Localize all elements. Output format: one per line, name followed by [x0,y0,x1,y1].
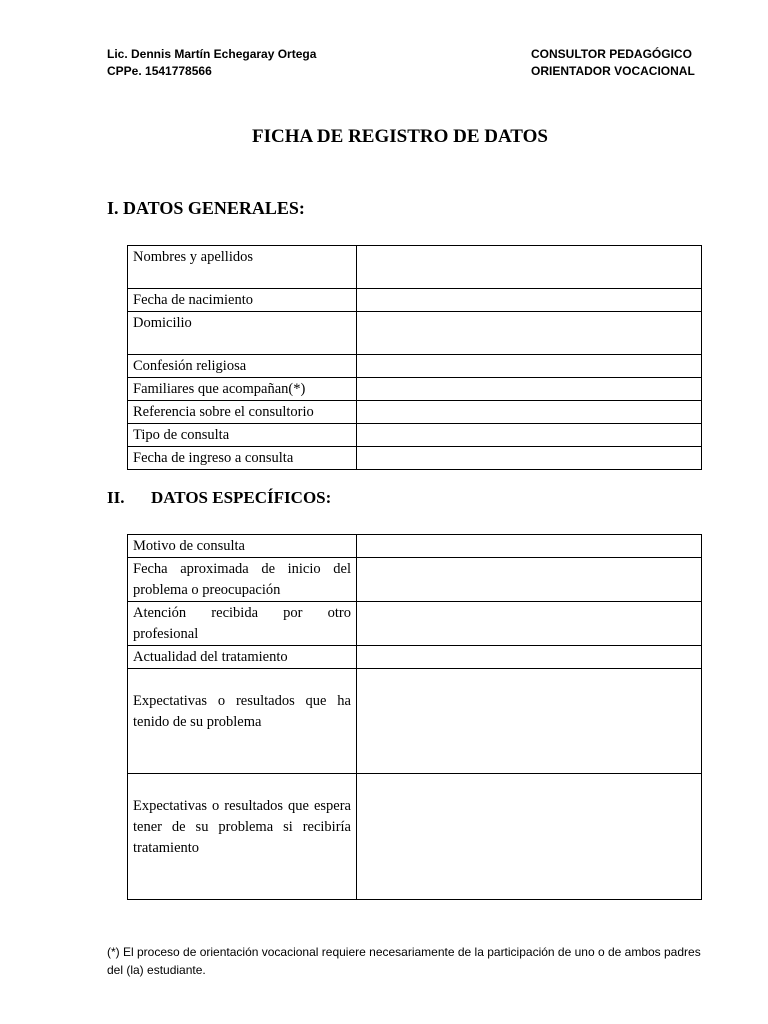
field-value-other-professional-care[interactable] [357,602,702,646]
table-row [128,312,702,355]
author-registration: CPPe. 1541778566 [107,64,212,78]
section-2-title: DATOS ESPECÍFICOS: [151,488,332,507]
field-label-office-reference: Referencia sobre el consultorio [128,401,357,424]
general-data-table [127,245,702,470]
field-value-address[interactable] [357,312,702,355]
footnote: (*) El proceso de orientación vocacional requiere necesariamente de la participación de uno o de ambos padres del (la) estudiante. [107,945,701,977]
field-value-consultation-type[interactable] [357,424,702,447]
field-label-consultation-reason: Motivo de consulta [128,535,357,558]
table-row [128,774,702,900]
field-value-birth-date[interactable] [357,289,702,312]
table-row [128,558,702,602]
field-value-accompanying-relatives[interactable] [357,378,702,401]
field-label-admission-date: Fecha de ingreso a consulta [128,447,357,470]
field-value-admission-date[interactable] [357,447,702,470]
field-value-future-expectations[interactable] [357,774,702,900]
table-row [128,535,702,558]
field-label-religion: Confesión religiosa [128,355,357,378]
field-value-religion[interactable] [357,355,702,378]
field-value-full-name[interactable] [357,246,702,289]
table-row [128,602,702,646]
field-value-past-expectations[interactable] [357,669,702,774]
field-label-full-name: Nombres y apellidos [128,246,357,289]
section-1-heading: I. DATOS GENERALES: [107,198,305,218]
table-row [128,378,702,401]
field-value-treatment-status[interactable] [357,646,702,669]
document-title: FICHA DE REGISTRO DE DATOS [252,126,548,147]
field-label-other-professional-care: Atención recibida por otro profesional [128,602,357,646]
field-label-treatment-status: Actualidad del tratamiento [128,646,357,669]
header-left [107,46,316,80]
header-right [531,46,695,80]
table-row [128,669,702,774]
section-2-number: II. [107,488,125,507]
table-row [128,246,702,289]
table-row [128,401,702,424]
field-label-accompanying-relatives: Familiares que acompañan(*) [128,378,357,401]
table-row [128,424,702,447]
specific-data-table [127,534,702,900]
field-label-past-expectations: Expectativas o resultados que ha tenido de su problema [128,669,357,774]
table-row [128,447,702,470]
author-role-2: ORIENTADOR VOCACIONAL [531,64,695,78]
author-name: Lic. Dennis Martín Echegaray Ortega [107,47,317,61]
table-row [128,355,702,378]
field-label-consultation-type: Tipo de consulta [128,424,357,447]
field-value-consultation-reason[interactable] [357,535,702,558]
field-label-future-expectations: Expectativas o resultados que espera tener de su problema si recibiría tratamiento [128,774,357,900]
table-row [128,646,702,669]
field-value-problem-start-date[interactable] [357,558,702,602]
field-label-birth-date: Fecha de nacimiento [128,289,357,312]
field-label-address: Domicilio [128,312,357,355]
field-label-problem-start-date: Fecha aproximada de inicio del problema o preocupación [128,558,357,602]
field-value-office-reference[interactable] [357,401,702,424]
author-role-1: CONSULTOR PEDAGÓGICO [531,47,692,61]
table-row [128,289,702,312]
section-2-heading [107,488,331,508]
